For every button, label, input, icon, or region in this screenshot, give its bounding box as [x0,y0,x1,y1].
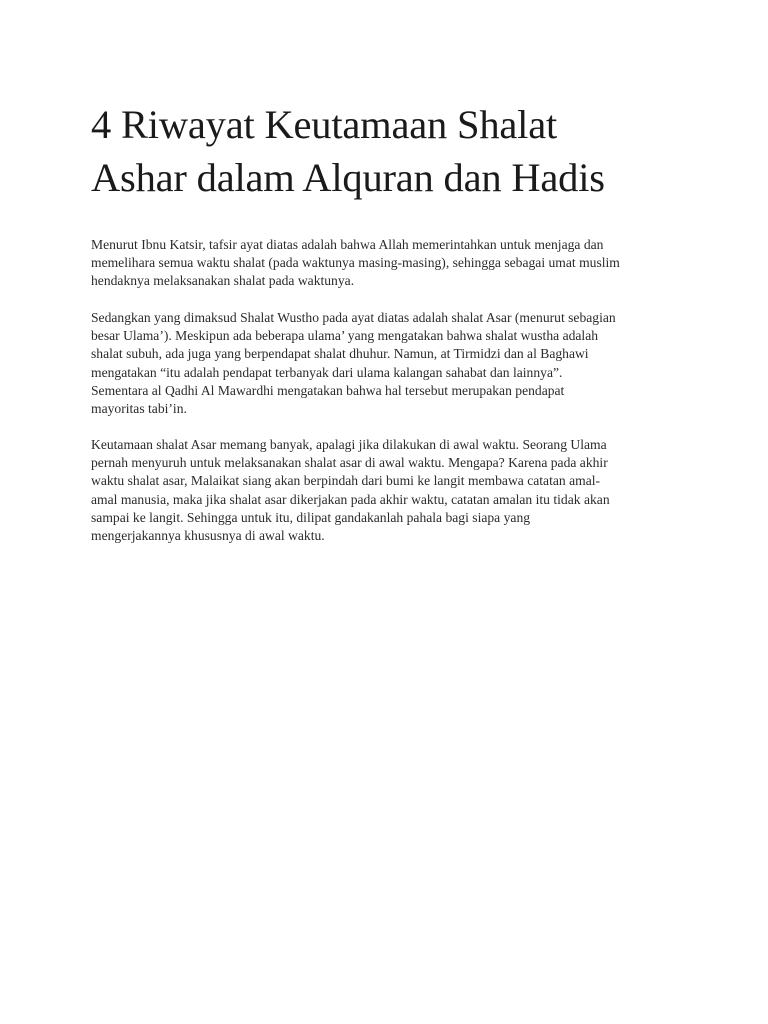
paragraph-line: Menurut Ibnu Katsir, tafsir ayat diatas adalah bahwa Allah memerintahkan untuk menjaga dan [91,237,604,252]
title-line: 4 Riwayat Keutamaan Shalat [91,102,558,147]
paragraph-line: Keutamaan shalat Asar memang banyak, apalagi jika dilakukan di awal waktu. Seorang Ulama [91,437,607,452]
paragraph-1 [91,236,681,291]
paragraph-line: waktu shalat asar, Malaikat siang akan berpindah dari bumi ke langit membawa catatan amal- [91,473,601,489]
page-title [91,98,691,204]
paragraph-line: Sementara al Qadhi Al Mawardhi mengatakan bahwa hal tersebut merupakan pendapat [91,382,565,398]
paragraph-line: Sedangkan yang dimaksud Shalat Wustho pada ayat diatas adalah shalat Asar (menurut sebagian [91,310,616,325]
paragraph-line: shalat subuh, ada juga yang berpendapat shalat dhuhur. Namun, at Tirmidzi dan al Baghawi [91,346,589,362]
paragraph-line: mayoritas tabi’in. [91,401,187,417]
paragraph-line: mengatakan “itu adalah pendapat terbanyak dari ulama kalangan sahabat dan lainnya”. [91,364,563,380]
paragraph-3 [91,436,681,545]
title-line: Ashar dalam Alquran dan Hadis [91,155,605,200]
paragraph-line: sampai ke langit. Sehingga untuk itu, dilipat gandakanlah pahala bagi siapa yang [91,509,531,525]
paragraph-2 [91,309,681,418]
paragraph-line: amal manusia, maka jika shalat asar dikerjakan pada akhir waktu, catatan amalan itu tidak akan [91,491,610,507]
paragraph-line: memelihara semua waktu shalat (pada waktunya masing-masing), sehingga sebagai umat muslim [91,255,620,271]
paragraph-line: hendaknya melaksanakan shalat pada waktunya. [91,273,355,289]
paragraph-line: mengerjakannya khususnya di awal waktu. [91,528,325,544]
paragraph-line: besar Ulama’). Meskipun ada beberapa ulama’ yang mengatakan bahwa shalat wustha adalah [91,328,599,344]
paragraph-line: pernah menyuruh untuk melaksanakan shalat asar di awal waktu. Mengapa? Karena pada akhir [91,455,608,471]
